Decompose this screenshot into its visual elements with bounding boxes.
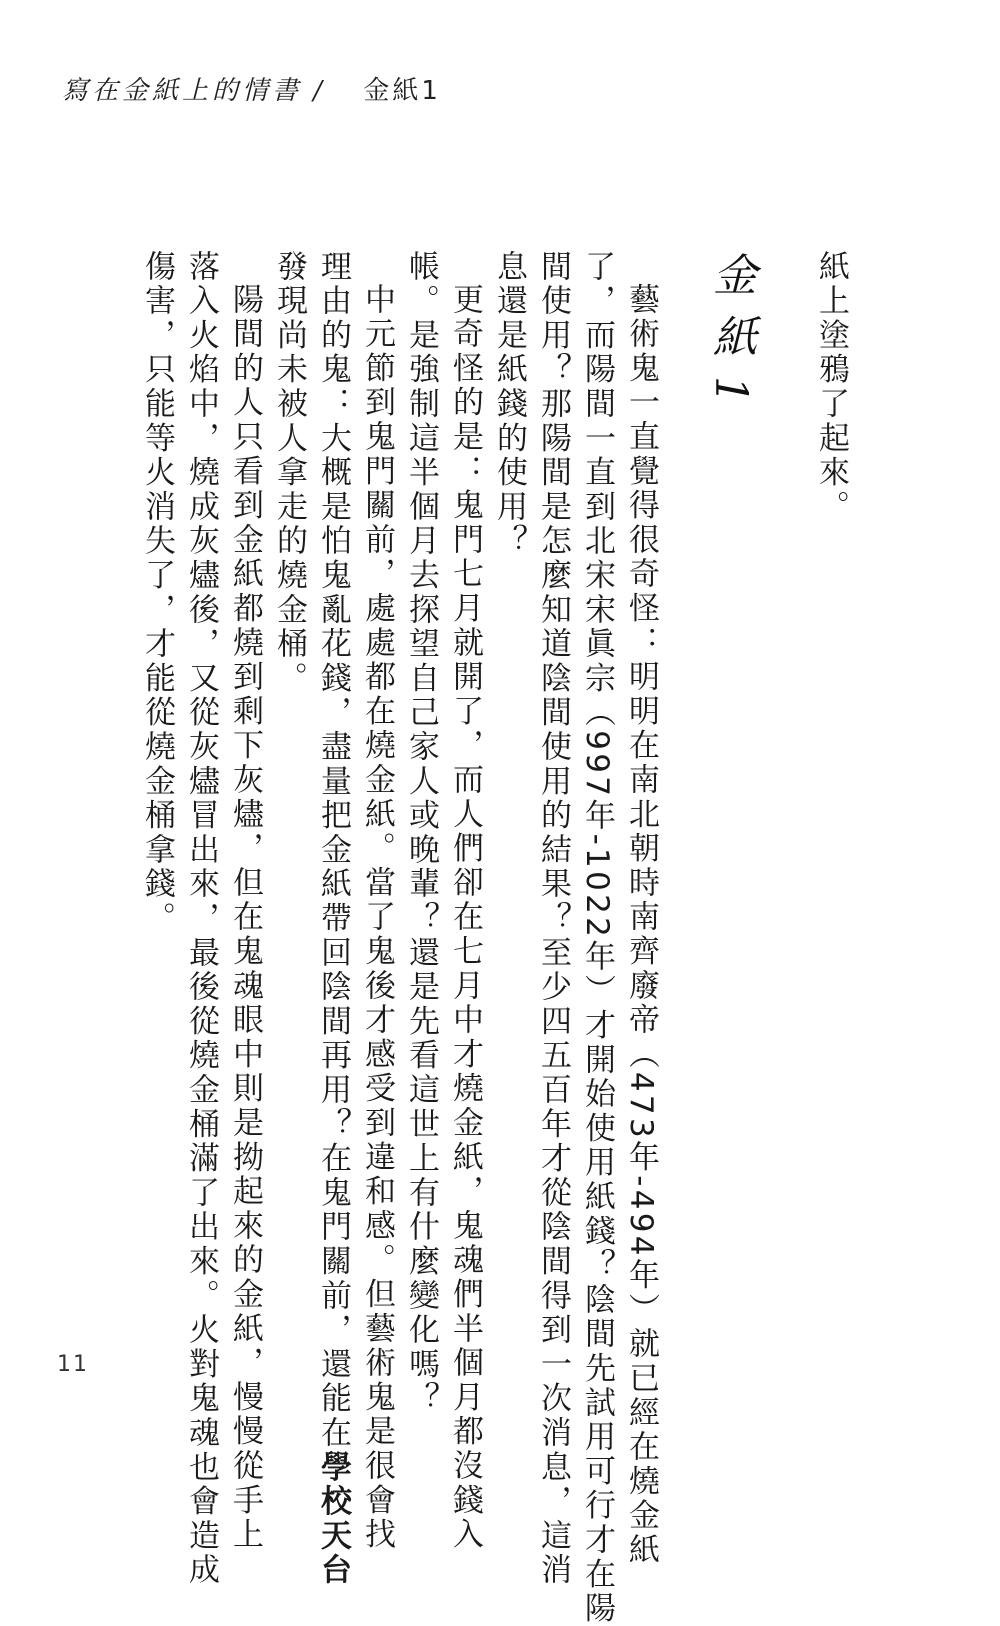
text-column-4: 間使用？那陽間是怎麼知道陰間使用的結果？至少四五百年才從陰間得到一次消息，這消 [535, 250, 571, 1588]
text-column-8: 中元節到鬼門關前，處處都在燒金紙。當了鬼後才感受到違和感。但藝術鬼是很會找 [359, 283, 395, 1553]
text-column-9-main: 理由的鬼：大概是怕鬼亂花錢，盡量把金紙帶回陰間再用？在鬼門關前，還能在 [315, 250, 351, 1451]
text-column-9-bold: 學校天台 [315, 1450, 351, 1588]
text-column-3: 了，而陽間一直到北宋宋眞宗（997年-1022年）才開始使用紙錢？陰間先試用可行才在陽 [579, 250, 615, 1626]
text-column-7: 帳。是強制這半個月去探望自己家人或晚輩？還是先看這世上有什麼變化嗎？ [403, 250, 439, 1417]
text-column-6: 更奇怪的是：鬼門七月就開了，而人們卻在七月中才燒金紙，鬼魂們半個月都沒錢入 [447, 283, 483, 1553]
running-header [62, 70, 441, 107]
text-column-9 [312, 250, 354, 1588]
book-title: 寫在金紙上的情書 [62, 76, 303, 106]
text-column-11: 陽間的人只看到金紙都燒到剩下灰燼，但在鬼魂眼中則是拗起來的金紙，慢慢從手上 [227, 283, 263, 1553]
chapter-title: 金紙1 [705, 252, 756, 422]
header-separator: / [313, 76, 327, 106]
text-column-13: 傷害，只能等火消失了，才能從燒金桶拿錢。 [139, 250, 175, 936]
chapter-label: 金紙1 [363, 76, 441, 106]
text-column-10: 發現尚未被人拿走的燒金桶。 [271, 250, 307, 696]
text-column-2: 藝術鬼一直覺得很奇怪：明明在南北朝時南齊廢帝（473年-494年）就已經在燒金紙 [623, 283, 659, 1568]
text-column-12: 落入火焰中，燒成灰燼後，又從灰燼冒出來，最後從燒金桶滿了出來。火對鬼魂也會造成 [183, 250, 219, 1588]
text-column-5: 息還是紙錢的使用？ [491, 250, 527, 559]
text-column-1: 紙上塗鴉了起來。 [813, 250, 849, 525]
page-number: 11 [57, 1352, 89, 1377]
